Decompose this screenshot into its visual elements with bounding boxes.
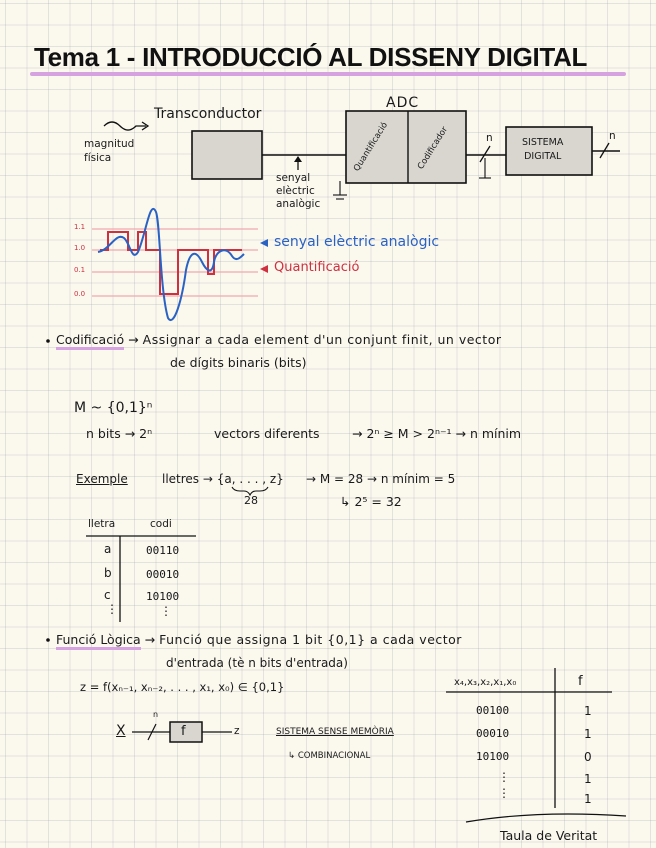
f-output-z: z bbox=[234, 725, 240, 737]
quantificacio-block-label: Quantificació bbox=[352, 120, 391, 174]
truth-row-output: 0 bbox=[584, 750, 592, 764]
transconductor-label: Transconductor bbox=[154, 106, 262, 122]
funcio-term: Funció Lògica bbox=[56, 632, 141, 650]
tick-10: 1.0 bbox=[74, 244, 86, 252]
quantized-signal bbox=[100, 232, 242, 294]
page-title: Tema 1 - INTRODUCCIÓ AL DISSENY DIGITAL bbox=[34, 42, 588, 72]
exemple-text: lletres → {a, . . . , z} bbox=[162, 472, 284, 486]
bullet-funcio bbox=[46, 638, 50, 642]
f-block-label: f bbox=[181, 724, 186, 739]
sistema-sense-memoria: SISTEMA SENSE MEMÒRIA bbox=[276, 727, 394, 737]
codificador-block-label: Codificador bbox=[416, 125, 451, 172]
senyal-arrowhead bbox=[294, 156, 302, 162]
truth-row-input: 00010 bbox=[476, 727, 510, 740]
adc-label: ADC bbox=[386, 95, 420, 111]
codes-header-codi: codi bbox=[150, 518, 172, 530]
analog-signal bbox=[98, 209, 244, 320]
truth-row-output: 1 bbox=[584, 704, 592, 718]
senyal-label: senyal elèctric analògic bbox=[276, 172, 321, 210]
tick-00: 0.0 bbox=[74, 290, 86, 298]
sistema-digital-label: SISTEMA DIGITAL bbox=[522, 137, 564, 162]
formula-m: M ~ {0,1}ⁿ bbox=[74, 400, 153, 416]
f-block bbox=[170, 722, 202, 742]
truth-table-brace bbox=[466, 814, 626, 822]
f-input-n: n bbox=[153, 710, 159, 719]
codes-row-letter: b bbox=[104, 566, 112, 580]
truth-table-caption: Taula de Veritat bbox=[500, 828, 598, 843]
codes-row-letter: a bbox=[104, 542, 112, 556]
codes-row-code: 00010 bbox=[146, 568, 180, 581]
exemple-result: → M = 28 → n mínim = 5 bbox=[306, 472, 456, 486]
codes-row-letter: c bbox=[104, 588, 111, 602]
codes-row-letter: ⋮ bbox=[106, 602, 118, 616]
truth-row-input: ⋮ bbox=[498, 770, 510, 784]
funcio-formula: z = f(xₙ₋₁, xₙ₋₂, . . . , x₁, x₀) ∈ {0,1} bbox=[80, 680, 285, 694]
exemple-label: Exemple bbox=[76, 472, 128, 486]
legend-blue-arrow bbox=[260, 239, 268, 247]
truth-row-output: 1 bbox=[584, 727, 592, 741]
funcio-text-2: d'entrada (tè n bits d'entrada) bbox=[166, 656, 348, 670]
formula-bits: n bits → 2ⁿ bbox=[86, 426, 153, 441]
legend-red-arrow bbox=[260, 265, 268, 273]
transconductor-box bbox=[192, 131, 262, 179]
tick-11: 1.1 bbox=[74, 223, 86, 231]
truth-row-output: 1 bbox=[584, 792, 592, 806]
tick-01: 0.1 bbox=[74, 266, 86, 274]
codificacio-arrow: → bbox=[128, 332, 139, 347]
formula-inequality: → 2ⁿ ≥ M > 2ⁿ⁻¹ → n mínim bbox=[352, 426, 522, 441]
codificacio-term: Codificació bbox=[56, 332, 124, 350]
truth-header-inputs: x₄,x₃,x₂,x₁,x₀ bbox=[454, 677, 517, 688]
funcio-text-1: Funció que assigna 1 bit {0,1} a cada vector bbox=[159, 632, 462, 647]
codes-row-code: 00110 bbox=[146, 544, 180, 557]
codificacio-text-2: de dígits binaris (bits) bbox=[170, 355, 307, 370]
exemple-power: ↳ 2⁵ = 32 bbox=[340, 494, 402, 509]
codificacio-text-1: Assignar a cada element d'un conjunt finit, un vector bbox=[142, 332, 502, 347]
codes-header-lletra: lletra bbox=[88, 518, 116, 530]
truth-row-input: ⋮ bbox=[498, 786, 510, 800]
codes-row-code: 10100 bbox=[146, 590, 180, 603]
codes-row-code: ⋮ bbox=[160, 604, 172, 618]
truth-row-output: 1 bbox=[584, 772, 592, 786]
truth-header-output: f bbox=[578, 674, 583, 689]
truth-row-input: 00100 bbox=[476, 704, 510, 717]
bullet-codificacio bbox=[46, 339, 50, 343]
f-input-x: X bbox=[116, 723, 126, 739]
output-n-label: n bbox=[609, 130, 616, 142]
input-wave-arrow bbox=[104, 122, 146, 130]
exemple-count: 28 bbox=[244, 494, 258, 507]
magnitud-label: magnitud física bbox=[84, 138, 135, 164]
truth-row-input: 10100 bbox=[476, 750, 510, 763]
formula-vectors: vectors diferents bbox=[214, 426, 320, 441]
combinacional-label: ↳ COMBINACIONAL bbox=[288, 751, 371, 761]
funcio-arrow: → bbox=[144, 632, 156, 647]
bus-n-label: n bbox=[486, 132, 493, 144]
legend-analog-label: senyal elèctric analògic bbox=[274, 234, 440, 250]
legend-quantized-label: Quantificació bbox=[274, 260, 360, 275]
